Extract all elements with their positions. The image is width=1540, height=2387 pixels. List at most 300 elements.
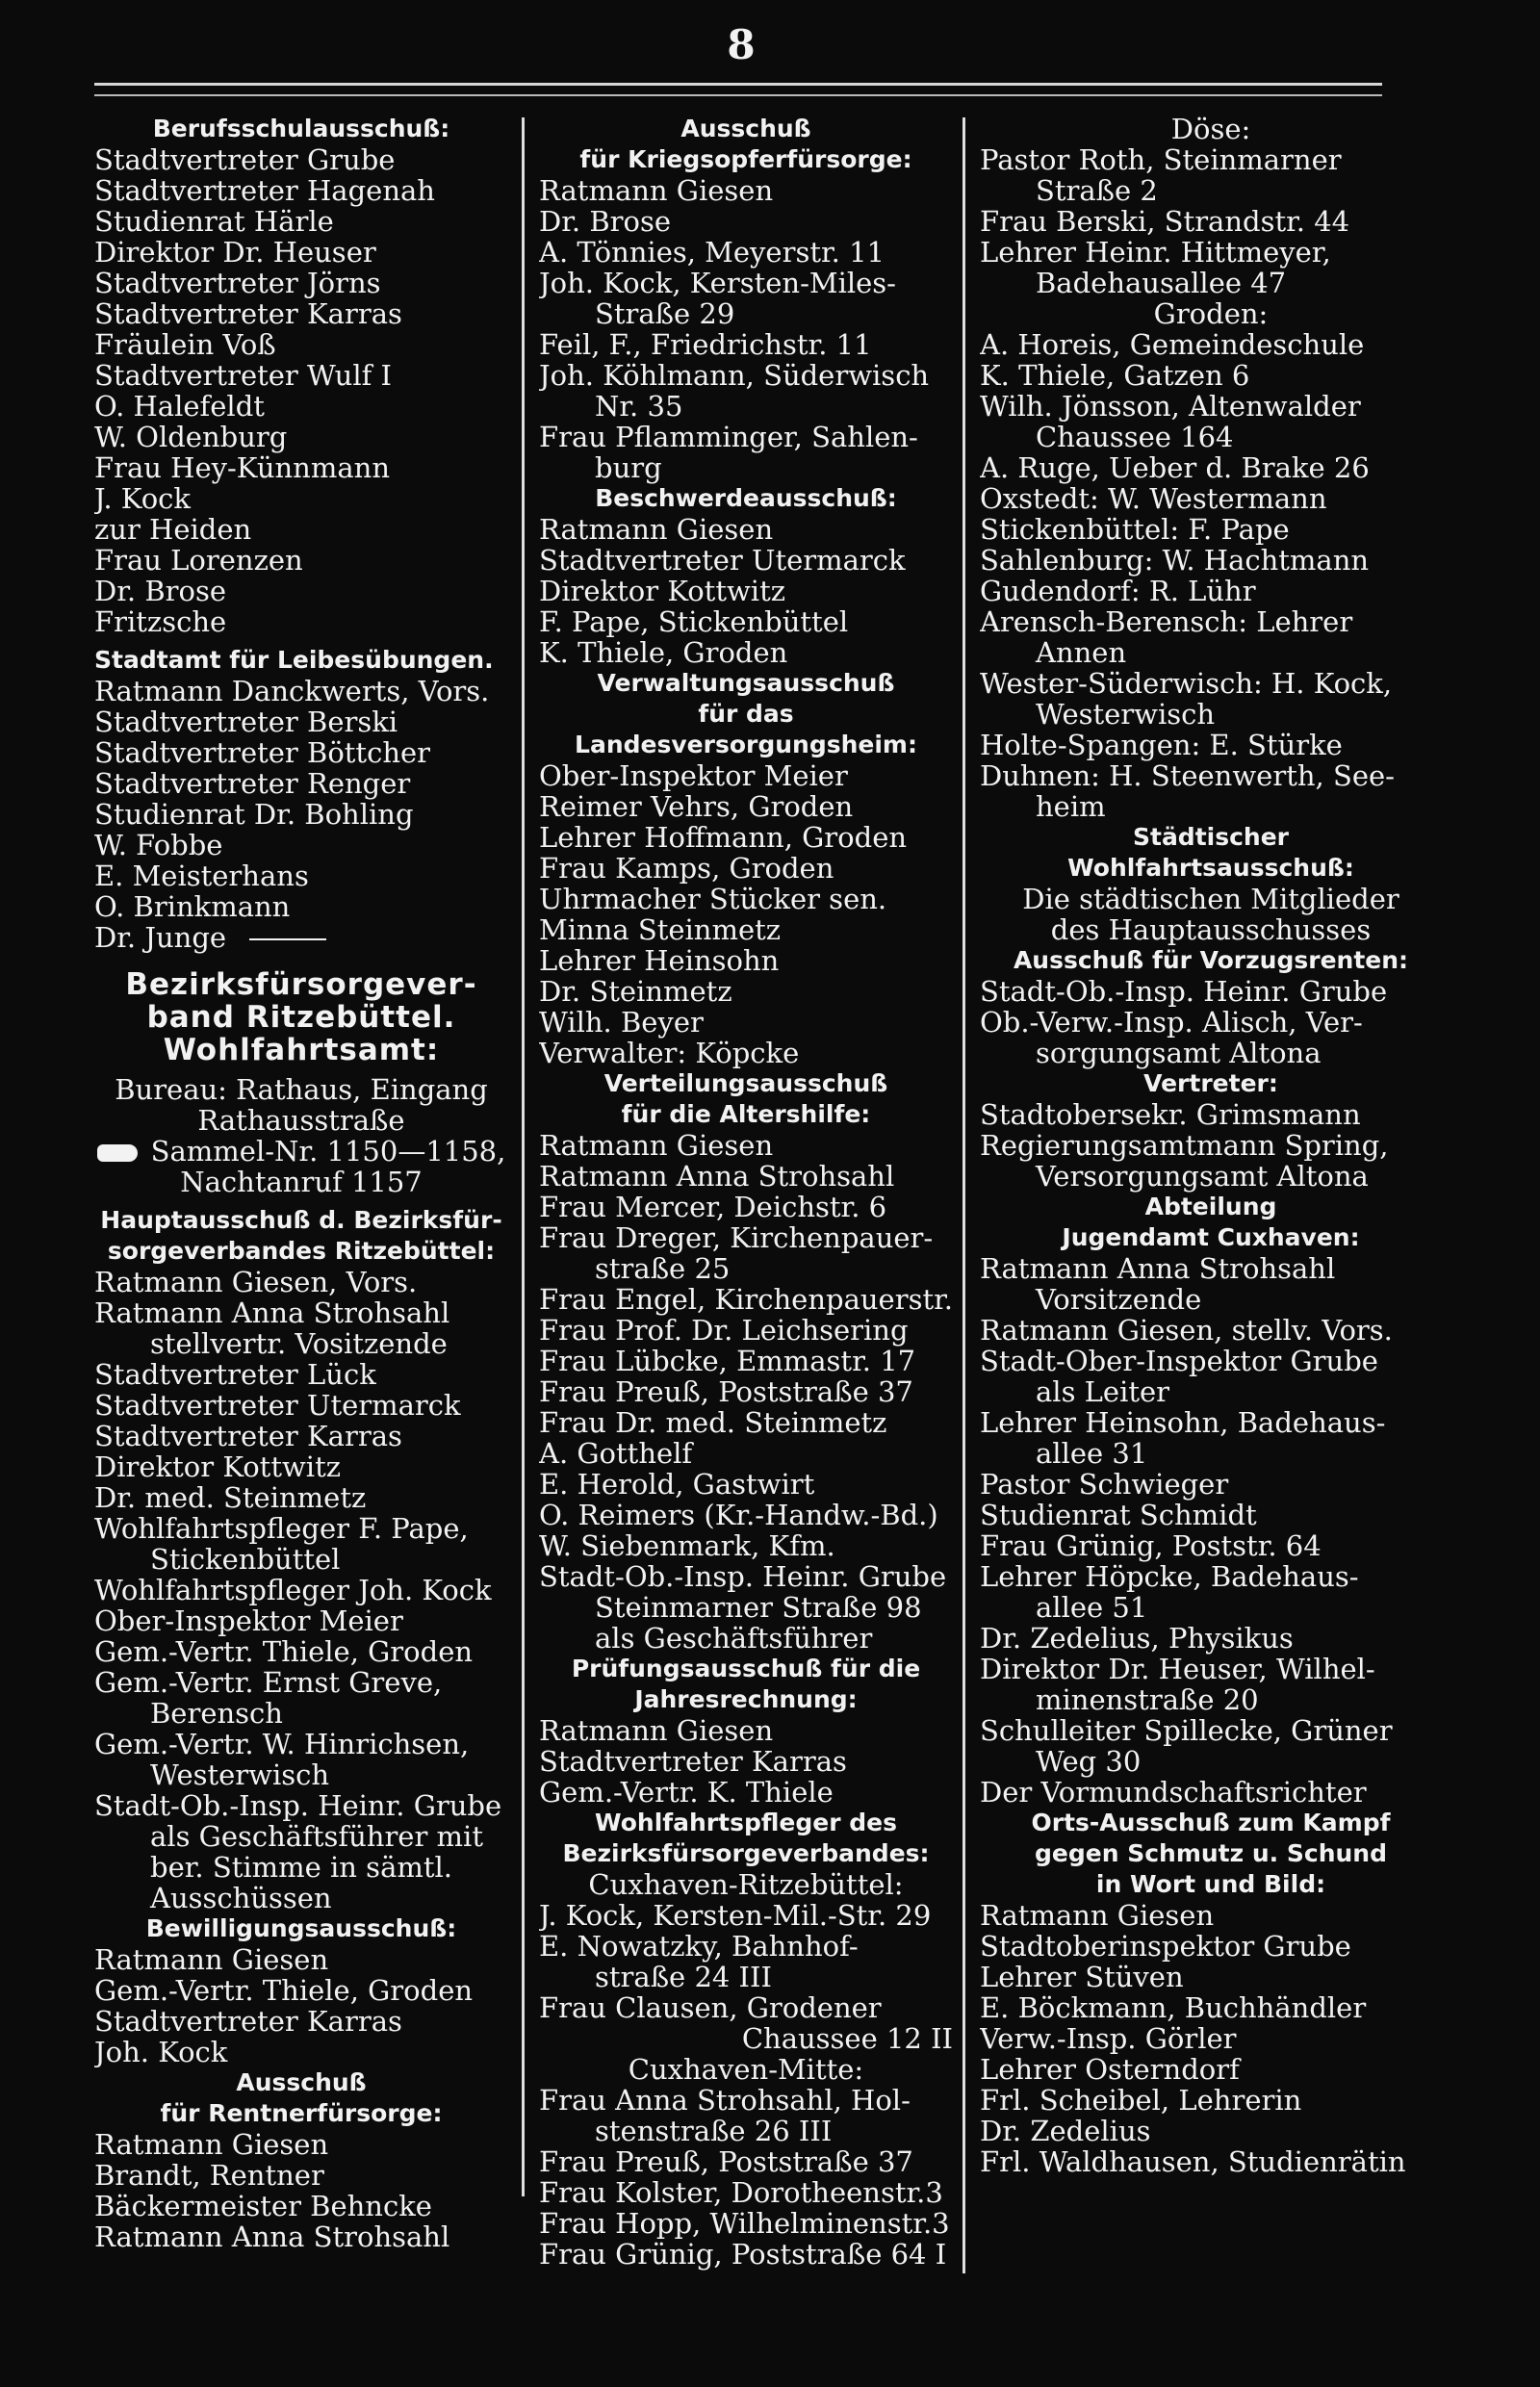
member-entry [94, 1759, 508, 1790]
member-text: Frau Dreger, Kirchenpauer- [539, 1221, 934, 1254]
member-text: Ob.-Verw.-Insp. Alisch, Ver- [980, 1006, 1363, 1039]
member-text: Pastor Schwieger [980, 1468, 1229, 1501]
phone-line [94, 1136, 508, 1167]
member-text: Frau Lübcke, Emmastr. 17 [539, 1345, 916, 1377]
office-heading: Bezirksfürsorgever- [125, 967, 477, 1002]
member-entry [94, 298, 508, 329]
member-entry [539, 1007, 953, 1038]
member-text: als Geschäftsführer [595, 1622, 873, 1655]
member-entry [539, 1222, 953, 1253]
member-entry [539, 1130, 953, 1161]
district-heading: Döse: [1170, 114, 1251, 145]
section-heading: Bezirksfürsorgeverbandes: [562, 1839, 930, 1867]
member-text: Stadtvertreter Berski [94, 706, 398, 738]
member-text: Frau Hey-Künnmann [94, 451, 391, 484]
member-entry [539, 760, 953, 791]
member-text: stellvertr. Vositzende [150, 1327, 448, 1360]
member-entry [539, 452, 953, 483]
member-text: Steinmarner Straße 98 [595, 1591, 922, 1624]
member-text: als Leiter [1036, 1375, 1170, 1408]
member-entry [539, 1469, 953, 1500]
column-middle [539, 114, 953, 2348]
member-text: Frau Kamps, Groden [539, 852, 834, 885]
section-heading: Orts-Ausschuß zum Kampf [1031, 1809, 1391, 1836]
member-entry [980, 391, 1442, 422]
member-text: Stadtvertreter Karras [94, 2005, 402, 2038]
member-entry [539, 175, 953, 206]
member-entry [980, 1900, 1442, 1931]
member-text: Feil, F., Friedrichstr. 11 [539, 328, 872, 361]
member-entry [539, 514, 953, 545]
member-entry [980, 976, 1442, 1007]
member-list [980, 1900, 1442, 2177]
member-list [980, 976, 1442, 1068]
member-text: Stadtoberinspektor Grube [980, 1930, 1351, 1963]
member-text: J. Kock, Kersten-Mil.-Str. 29 [539, 1899, 932, 1932]
member-entry [980, 237, 1442, 268]
member-text: J. Kock [94, 482, 191, 515]
member-entry [94, 1975, 508, 2006]
member-text: Gem.-Vertr. Ernst Greve, [94, 1666, 443, 1699]
member-text: Stickenbüttel [150, 1543, 341, 1576]
address-line: Rathausstraße [197, 1104, 405, 1137]
member-entry [94, 830, 508, 860]
member-text: W. Fobbe [94, 829, 223, 861]
member-text: Pastor Roth, Steinmarner [980, 143, 1342, 176]
member-entry [980, 545, 1442, 576]
member-list [980, 884, 1442, 945]
member-entry [94, 676, 508, 706]
member-entry [94, 422, 508, 452]
member-list [539, 2085, 953, 2270]
member-list [980, 1253, 1442, 1808]
member-text: Verwalter: Köpcke [539, 1037, 800, 1069]
section-heading: Landesversorgungsheim: [575, 731, 917, 758]
address-line: Bureau: Rathaus, Eingang [115, 1073, 488, 1106]
member-list [94, 1944, 508, 2067]
member-entry [539, 976, 953, 1007]
member-text: Frau Engel, Kirchenpauerstr. [539, 1283, 953, 1316]
member-text: A. Horeis, Gemeindeschule [980, 328, 1365, 361]
member-entry [94, 1544, 508, 1575]
member-entry [980, 2023, 1442, 2054]
member-entry [94, 1636, 508, 1667]
member-text: Ober-Inspektor Meier [94, 1604, 403, 1637]
header-rule [94, 83, 1382, 86]
member-text: Stadtvertreter Utermarck [539, 544, 906, 577]
member-text: Frau Preuß, Poststraße 37 [539, 2145, 913, 2178]
member-text: Gem.-Vertr. W. Hinrichsen, [94, 1728, 470, 1760]
member-text: Lehrer Heinsohn, Badehaus- [980, 1406, 1386, 1439]
member-text: straße 25 [595, 1252, 731, 1285]
member-entry [94, 891, 508, 922]
member-text: Stadtobersekr. Grimsmann [980, 1098, 1361, 1131]
member-entry [539, 1992, 953, 2023]
section-heading: Verwaltungsausschuß [597, 669, 895, 697]
member-entry [980, 1684, 1442, 1715]
member-entry [539, 1253, 953, 1284]
member-entry [980, 452, 1442, 483]
member-text: Frau Mercer, Deichstr. 6 [539, 1191, 887, 1223]
member-list [980, 144, 1442, 298]
member-text: Frau Preuß, Poststraße 37 [539, 1375, 913, 1408]
section-heading: Hauptausschuß d. Bezirksfür- [100, 1206, 502, 1234]
member-entry [539, 1438, 953, 1469]
member-text: Annen [1036, 636, 1127, 669]
member-entry [94, 706, 508, 737]
member-text: W. Siebenmark, Kfm. [539, 1529, 835, 1562]
member-text: A. Gotthelf [539, 1437, 693, 1470]
member-text: Frau Grünig, Poststraße 64 I [539, 2238, 947, 2271]
member-text: Joh. Kock [94, 2036, 228, 2068]
member-entry [980, 884, 1442, 914]
member-entry [980, 1715, 1442, 1746]
member-entry [539, 822, 953, 853]
member-text: Studienrat Dr. Bohling [94, 798, 414, 831]
member-entry [980, 1438, 1442, 1469]
member-entry [980, 914, 1442, 945]
member-text: Westerwisch [1036, 698, 1216, 731]
member-text: Stadtvertreter Renger [94, 767, 411, 800]
member-entry [94, 391, 508, 422]
member-text: Dr. Brose [94, 575, 227, 607]
member-list [94, 144, 508, 637]
member-text: Straße 29 [595, 297, 735, 330]
member-text: Stadt-Ob.-Insp. Heinr. Grube [94, 1789, 502, 1822]
member-entry [94, 2160, 508, 2191]
member-text: E. Herold, Gastwirt [539, 1468, 815, 1501]
member-text: Stadtvertreter Böttcher [94, 736, 431, 769]
member-entry [980, 1038, 1442, 1068]
office-heading: band Ritzebüttel. [146, 1000, 456, 1035]
member-text: Lehrer Höpcke, Badehaus- [980, 1560, 1359, 1593]
section-heading: für Kriegsopferfürsorge: [579, 145, 912, 173]
section-heading: gegen Schmutz u. Schund [1035, 1839, 1387, 1867]
member-entry [94, 1605, 508, 1636]
member-text: Ratmann Giesen, stellv. Vors. [980, 1314, 1393, 1347]
member-list [539, 1130, 953, 1654]
section-heading: in Wort und Bild: [1095, 1870, 1326, 1898]
member-entry [980, 1161, 1442, 1192]
member-text: W. Oldenburg [94, 421, 288, 453]
member-text: Bäckermeister Behncke [94, 2190, 432, 2222]
member-entry [94, 1729, 508, 1759]
member-entry [980, 2085, 1442, 2116]
member-text: Studienrat Härle [94, 205, 334, 238]
member-entry [539, 391, 953, 422]
member-entry [980, 1931, 1442, 1962]
member-text: Minna Steinmetz [539, 913, 782, 946]
member-entry [980, 1346, 1442, 1376]
night-phone-line: Nachtanruf 1157 [180, 1166, 423, 1198]
member-text: Ausschüssen [150, 1882, 332, 1914]
member-entry [980, 1623, 1442, 1654]
column-divider [522, 117, 525, 2196]
member-entry [980, 268, 1442, 298]
member-entry [539, 945, 953, 976]
member-entry [980, 1315, 1442, 1346]
member-entry [539, 237, 953, 268]
member-entry [94, 1328, 508, 1359]
member-entry [980, 1407, 1442, 1438]
member-entry [980, 1007, 1442, 1038]
member-text: burg [595, 451, 662, 484]
member-text: Stadtvertreter Jörns [94, 267, 381, 299]
member-text: Frau Prof. Dr. Leichsering [539, 1314, 909, 1347]
member-text: Wilh. Beyer [539, 1006, 704, 1039]
member-text: Lehrer Heinr. Hittmeyer, [980, 236, 1331, 269]
section-heading: Beschwerdeausschuß: [595, 484, 897, 512]
member-entry [539, 2085, 953, 2116]
member-entry [539, 1561, 953, 1592]
member-entry [539, 1962, 953, 1992]
section-heading: Wohlfahrtsausschuß: [1067, 854, 1354, 882]
section-heading: für die Altershilfe: [621, 1100, 871, 1128]
office-heading: Wohlfahrtsamt: [163, 1033, 440, 1067]
member-entry [539, 2146, 953, 2177]
member-entry [539, 2208, 953, 2239]
member-text: Reimer Vehrs, Groden [539, 790, 854, 823]
member-text: Stadtvertreter Karras [94, 297, 402, 330]
member-text: Sahlenburg: W. Hachtmann [980, 544, 1370, 577]
member-text: Ratmann Anna Strohsahl [94, 2220, 450, 2253]
member-entry [980, 422, 1442, 452]
member-text: Dr. Junge [94, 921, 227, 954]
section-heading: für Rentnerfürsorge: [160, 2099, 443, 2127]
member-text: Gem.-Vertr. K. Thiele [539, 1776, 834, 1809]
member-entry [94, 768, 508, 799]
member-text: Frl. Waldhausen, Studienrätin [980, 2145, 1406, 2178]
member-text: Nr. 35 [595, 390, 683, 423]
member-entry [980, 2054, 1442, 2085]
section-heading: Ausschuß [680, 115, 811, 142]
member-entry [94, 1297, 508, 1328]
column-divider [962, 117, 965, 2273]
member-text: allee 51 [1036, 1591, 1148, 1624]
member-entry [539, 329, 953, 360]
member-text: Ratmann Giesen [539, 1714, 774, 1747]
member-entry [539, 791, 953, 822]
member-text: Ratmann Giesen [539, 513, 774, 546]
member-text: minenstraße 20 [1036, 1683, 1259, 1716]
member-entry [94, 1513, 508, 1544]
member-text: Ratmann Giesen [94, 1943, 329, 1976]
member-text: Frau Berski, Strandstr. 44 [980, 205, 1350, 238]
member-text: Gudendorf: R. Lühr [980, 575, 1256, 607]
member-text: Duhnen: H. Steenwerth, See- [980, 759, 1395, 792]
member-list [539, 760, 953, 1068]
header-rule-thin [94, 94, 1382, 96]
member-entry [94, 1421, 508, 1451]
member-entry [539, 1407, 953, 1438]
member-list [94, 676, 508, 953]
member-text: Ratmann Giesen, Vors. [94, 1266, 418, 1298]
member-text: Dr. Steinmetz [539, 975, 732, 1008]
member-text: Stadtvertreter Hagenah [94, 174, 435, 207]
member-list [539, 1715, 953, 1808]
member-text: Brandt, Rentner [94, 2159, 324, 2192]
phone-number: Sammel-Nr. 1150—1158, [150, 1135, 506, 1168]
member-entry [539, 1376, 953, 1407]
member-entry [539, 1346, 953, 1376]
section-heading: Prüfungsausschuß für die [571, 1655, 921, 1682]
member-entry [539, 853, 953, 884]
member-entry [539, 637, 953, 668]
section-heading: Jahresrechnung: [634, 1685, 858, 1713]
section-heading: Ausschuß [236, 2068, 367, 2096]
member-text: A. Ruge, Ueber d. Brake 26 [980, 451, 1370, 484]
section-heading: Bewilligungsausschuß: [145, 1914, 457, 1942]
member-text: Frau Hopp, Wilhelminenstr.3 [539, 2207, 950, 2240]
member-entry [94, 1944, 508, 1975]
member-entry [539, 606, 953, 637]
page-number: 8 [727, 21, 756, 68]
member-text: Verw.-Insp. Görler [980, 2022, 1237, 2055]
member-entry [539, 360, 953, 391]
member-entry [94, 1667, 508, 1698]
member-text: Direktor Dr. Heuser [94, 236, 376, 269]
member-text: Lehrer Heinsohn [539, 944, 780, 977]
member-text: F. Pape, Stickenbüttel [539, 605, 849, 638]
member-entry [94, 514, 508, 545]
member-entry [980, 606, 1442, 637]
member-text: Ober-Inspektor Meier [539, 759, 848, 792]
member-text: Chaussee 12 II [741, 2022, 953, 2055]
member-entry [539, 1530, 953, 1561]
section-heading: Berufsschulausschuß: [152, 115, 450, 142]
member-entry [980, 1284, 1442, 1315]
section-heading: Stadtamt für Leibesübungen. [94, 646, 494, 674]
member-text: Chaussee 164 [1036, 421, 1234, 453]
member-text: Frau Anna Strohsahl, Hol- [539, 2084, 911, 2117]
member-text: Stadtvertreter Wulf I [94, 359, 393, 392]
member-text: Wilh. Jönsson, Altenwalder [980, 390, 1361, 423]
member-text: E. Böckmann, Buchhändler [980, 1991, 1367, 2024]
member-entry [94, 737, 508, 768]
member-entry [94, 175, 508, 206]
member-text: Badehausallee 47 [1036, 267, 1287, 299]
member-entry [980, 637, 1442, 668]
member-text: Wohlfahrtspfleger Joh. Kock [94, 1574, 492, 1606]
member-entry [980, 1530, 1442, 1561]
member-text: Ratmann Giesen [539, 1129, 774, 1162]
member-entry [980, 514, 1442, 545]
member-text: Direktor Kottwitz [539, 575, 786, 607]
member-entry [980, 1469, 1442, 1500]
member-entry [539, 2023, 953, 2054]
member-text: Lehrer Hoffmann, Groden [539, 821, 908, 854]
member-list [94, 1267, 508, 1913]
member-entry [980, 699, 1442, 730]
member-text: Straße 2 [1036, 174, 1158, 207]
member-entry [980, 668, 1442, 699]
member-text: Ratmann Anna Strohsahl [980, 1252, 1336, 1285]
member-text: straße 24 III [595, 1961, 772, 1993]
member-text: Stadt-Ober-Inspektor Grube [980, 1345, 1378, 1377]
member-text: ber. Stimme in sämtl. [150, 1851, 453, 1884]
member-entry [94, 2006, 508, 2037]
member-text: Lehrer Osterndorf [980, 2053, 1240, 2086]
member-entry [539, 1931, 953, 1962]
member-text: Studienrat Schmidt [980, 1499, 1257, 1531]
member-text: Gem.-Vertr. Thiele, Groden [94, 1635, 474, 1668]
member-text: Holte-Spangen: E. Stürke [980, 729, 1343, 761]
telephone-icon [97, 1144, 138, 1162]
member-entry [539, 1777, 953, 1808]
member-entry [980, 576, 1442, 606]
member-text: Joh. Köhlmann, Süderwisch [539, 359, 930, 392]
member-text: sorgungsamt Altona [1036, 1037, 1322, 1069]
member-entry [94, 483, 508, 514]
member-entry [94, 799, 508, 830]
member-entry [980, 730, 1442, 760]
member-entry [980, 329, 1442, 360]
member-entry [980, 360, 1442, 391]
member-text: K. Thiele, Gatzen 6 [980, 359, 1250, 392]
member-text: A. Tönnies, Meyerstr. 11 [539, 236, 885, 269]
member-text: Stadtvertreter Grube [94, 143, 396, 176]
member-entry [980, 1099, 1442, 1130]
member-entry [94, 1267, 508, 1297]
member-text: Dr. Brose [539, 205, 672, 238]
member-entry [539, 2177, 953, 2208]
member-text: Ratmann Danckwerts, Vors. [94, 675, 490, 707]
section-heading: Ausschuß für Vorzugsrenten: [1013, 946, 1409, 974]
member-text: Wohlfahrtspfleger F. Pape, [94, 1512, 469, 1545]
member-text: K. Thiele, Groden [539, 636, 788, 669]
member-text: Stickenbüttel: F. Pape [980, 513, 1290, 546]
member-entry [539, 1500, 953, 1530]
member-list [94, 2129, 508, 2252]
member-text: zur Heiden [94, 513, 252, 546]
member-entry [94, 268, 508, 298]
member-entry [980, 1500, 1442, 1530]
member-entry [94, 1451, 508, 1482]
member-entry [980, 1654, 1442, 1684]
district-heading: Cuxhaven-Mitte: [628, 2053, 864, 2086]
member-text: Stadtvertreter Utermarck [94, 1389, 461, 1422]
member-entry [94, 545, 508, 576]
member-text: Frau Grünig, Poststr. 64 [980, 1529, 1322, 1562]
member-text: Stadtvertreter Karras [539, 1745, 847, 1778]
member-entry [980, 144, 1442, 175]
section-heading: Vertreter: [1143, 1069, 1278, 1097]
member-entry [94, 1390, 508, 1421]
member-list [539, 175, 953, 483]
member-text: Frl. Scheibel, Lehrerin [980, 2084, 1302, 2117]
member-text: Direktor Kottwitz [94, 1450, 342, 1483]
member-entry [94, 237, 508, 268]
member-list [980, 1099, 1442, 1192]
member-entry [980, 1561, 1442, 1592]
member-entry [539, 545, 953, 576]
member-entry [539, 1592, 953, 1623]
member-text: Regierungsamtmann Spring, [980, 1129, 1389, 1162]
member-entry [980, 1962, 1442, 1992]
member-entry [94, 144, 508, 175]
member-text: O. Reimers (Kr.-Handw.-Bd.) [539, 1499, 938, 1531]
member-entry [94, 452, 508, 483]
section-heading: Abteilung [1144, 1193, 1277, 1220]
district-heading: Groden: [1153, 297, 1269, 330]
member-list [539, 514, 953, 668]
member-entry [980, 206, 1442, 237]
member-list [980, 329, 1442, 822]
member-text: Stadtvertreter Karras [94, 1420, 402, 1452]
member-entry [94, 1575, 508, 1605]
member-text: Frau Lorenzen [94, 544, 303, 577]
member-text: Die städtischen Mitglieder [1022, 883, 1399, 915]
